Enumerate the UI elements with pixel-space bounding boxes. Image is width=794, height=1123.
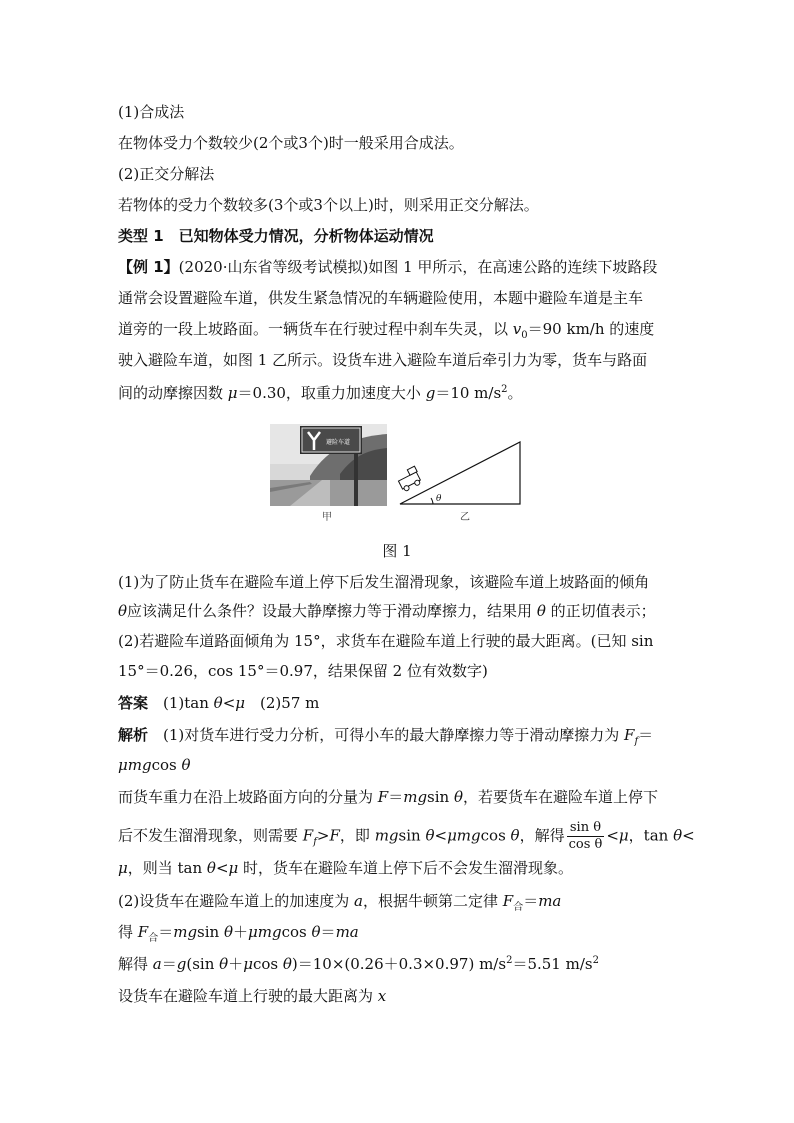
solution-line-3 bbox=[118, 787, 658, 807]
var-theta: θ bbox=[213, 694, 223, 712]
text-span: sin bbox=[398, 826, 426, 845]
var-mg: mg bbox=[374, 826, 399, 845]
text-span: ＝90 km/h 的速度 bbox=[527, 320, 655, 338]
sub-f: f bbox=[634, 736, 639, 747]
question-1-line-2 bbox=[118, 601, 656, 621]
incline-diagram bbox=[396, 442, 520, 504]
var-F: F bbox=[137, 923, 149, 941]
text-span: sin bbox=[197, 923, 224, 941]
var-mumg: μmg bbox=[118, 756, 152, 774]
text-span: cos bbox=[480, 826, 511, 845]
text-span: cos bbox=[252, 955, 283, 973]
text-span: (2)设货车在避险车道上的加速度为 bbox=[118, 892, 355, 910]
section-heading-type1: 类型 1 已知物体受力情况，分析物体运动情况 bbox=[118, 227, 434, 245]
var-F: F bbox=[502, 892, 514, 910]
var-theta: θ bbox=[219, 955, 229, 973]
var-F: F bbox=[302, 826, 314, 845]
text-span: ＝ bbox=[161, 955, 177, 973]
text-span: cos bbox=[281, 923, 312, 941]
text-span: ＝ bbox=[158, 923, 174, 941]
sub-he: 合 bbox=[513, 902, 524, 913]
text-span: ，根据牛顿第二定律 bbox=[362, 892, 503, 910]
text-span: < bbox=[434, 826, 448, 845]
var-mumg: μmg bbox=[248, 923, 282, 941]
text-span: ＝ bbox=[320, 923, 336, 941]
var-ma: ma bbox=[538, 892, 562, 910]
text-span: ＋ bbox=[228, 955, 244, 973]
text-span: ＝5.51 m/s bbox=[512, 955, 593, 973]
text-span: < bbox=[606, 826, 619, 845]
var-mu: μ bbox=[227, 384, 238, 402]
var-mg: mg bbox=[403, 788, 428, 806]
sub-f: f bbox=[313, 836, 317, 848]
question-1-line-1: (1)为了防止货车在避险车道上停下后发生溜滑现象，该避险车道上坡路面的倾角 bbox=[118, 573, 650, 591]
example-line-4: 驶入避险车道，如图 1 乙所示。设货车进入避险车道后牵引力为零，货车与路面 bbox=[118, 351, 648, 369]
var-theta: θ bbox=[181, 756, 191, 774]
text-synthesis-usage: 在物体受力个数较少(2个或3个)时一般采用合成法。 bbox=[118, 134, 464, 152]
text-span: ，tan bbox=[628, 826, 674, 845]
var-theta: θ bbox=[453, 788, 464, 806]
text-span: ＝ bbox=[638, 726, 654, 744]
example-text: (2020·山东省等级考试模拟)如图 1 甲所示，在高速公路的连续下坡路段 bbox=[178, 258, 658, 276]
var-F: F bbox=[377, 788, 389, 806]
solution-line-1 bbox=[118, 725, 653, 745]
text-span: ，解得 bbox=[519, 826, 565, 845]
solution-line-7 bbox=[118, 922, 359, 942]
var-mu: μ bbox=[235, 694, 246, 712]
question-2-line-2: 15°＝0.26，cos 15°＝0.97，结果保留 2 位有效数字) bbox=[118, 662, 488, 680]
solution-line-9 bbox=[118, 986, 386, 1006]
var-theta: θ bbox=[282, 955, 292, 973]
figure-caption: 图 1 bbox=[382, 542, 412, 560]
text-span: < bbox=[222, 694, 236, 712]
fraction-denominator: cos θ bbox=[568, 837, 603, 852]
sub-0: 0 bbox=[521, 330, 528, 341]
text-span: ，若要货车在避险车道上停下 bbox=[463, 788, 659, 806]
text-orthogonal-usage: 若物体的受力个数较多(3个或3个以上)时，则采用正交分解法。 bbox=[118, 196, 539, 214]
text-span: < bbox=[215, 859, 229, 877]
var-g: g bbox=[176, 955, 187, 973]
sup-2: 2 bbox=[592, 955, 599, 966]
solution-line-2 bbox=[118, 755, 191, 775]
solution-line-4 bbox=[118, 820, 695, 853]
var-theta: θ bbox=[311, 923, 321, 941]
solution-line-5 bbox=[118, 858, 573, 878]
var-theta: θ bbox=[536, 602, 546, 620]
text-span: 的正切值表示； bbox=[545, 602, 656, 620]
sup-2: 2 bbox=[501, 384, 508, 395]
solution-tag: 解析 bbox=[118, 726, 149, 744]
var-x: x bbox=[377, 987, 387, 1005]
var-mg: mg bbox=[173, 923, 198, 941]
var-a: a bbox=[152, 955, 162, 973]
var-mu: μ bbox=[243, 955, 253, 973]
var-theta: θ bbox=[118, 602, 128, 620]
var-F: F bbox=[329, 826, 340, 845]
text-span: > bbox=[316, 826, 330, 845]
text-span: 而货车重力在沿上坡路面方向的分量为 bbox=[118, 788, 378, 806]
heading-synthesis-method: (1)合成法 bbox=[118, 103, 185, 121]
text-span: 解得 bbox=[118, 955, 153, 973]
text-span: < bbox=[682, 826, 695, 845]
text-span: 间的动摩擦因数 bbox=[118, 384, 228, 402]
example-line-3 bbox=[118, 319, 654, 339]
photo-escape-lane bbox=[270, 424, 387, 506]
sup-2: 2 bbox=[506, 955, 513, 966]
text-span: ＋ bbox=[233, 923, 249, 941]
text-span: ＝10 m/s bbox=[435, 384, 502, 402]
question-2-line-1: (2)若避险车道路面倾角为 15°，求货车在避险车道上行驶的最大距离。(已知 sin bbox=[118, 632, 654, 650]
example-line-5 bbox=[118, 383, 523, 403]
solution-line-8 bbox=[118, 954, 599, 974]
figure-1 bbox=[270, 424, 530, 530]
truck-icon bbox=[396, 466, 423, 492]
solution-line-6 bbox=[118, 891, 561, 911]
text-span: ，则当 tan bbox=[127, 859, 207, 877]
text-span: 应该满足什么条件？设最大静摩擦力等于滑动摩擦力，结果用 bbox=[127, 602, 537, 620]
var-g: g bbox=[425, 384, 436, 402]
figure-label-left: 甲 bbox=[322, 512, 332, 523]
example-line-2: 通常会设置避险车道，供发生紧急情况的车辆避险使用，本题中避险车道是主车 bbox=[118, 289, 644, 307]
text-span: ＝0.30，取重力加速度大小 bbox=[237, 384, 426, 402]
var-mumg: μmg bbox=[447, 826, 481, 845]
var-mu: μ bbox=[618, 826, 629, 845]
var-v: v bbox=[512, 320, 522, 338]
var-theta: θ bbox=[510, 826, 520, 845]
var-ma: ma bbox=[335, 923, 359, 941]
fraction-numerator: sin θ bbox=[567, 820, 605, 837]
example-tag: 【例 1】 bbox=[118, 258, 179, 276]
text-span: sin bbox=[427, 788, 454, 806]
text-span: (1)对货车进行受力分析，可得小车的最大静摩擦力等于滑动摩擦力为 bbox=[148, 726, 625, 744]
angle-label: θ bbox=[436, 494, 442, 504]
var-a: a bbox=[354, 892, 363, 910]
answer-tag: 答案 bbox=[118, 694, 149, 712]
text-span: ＝ bbox=[523, 892, 539, 910]
sub-he: 合 bbox=[148, 933, 159, 944]
text-span: ，即 bbox=[339, 826, 375, 845]
text-span: (1)tan bbox=[148, 694, 214, 712]
var-mu: μ bbox=[118, 859, 128, 877]
var-F: F bbox=[624, 726, 635, 744]
text-span: 得 bbox=[118, 923, 138, 941]
text-span: ＝ bbox=[388, 788, 404, 806]
var-theta: θ bbox=[425, 826, 435, 845]
text-span: 设货车在避险车道上行驶的最大距离为 bbox=[118, 987, 378, 1005]
text-span: 时，货车在避险车道上停下后不会发生溜滑现象。 bbox=[238, 859, 574, 877]
text-span: cos bbox=[151, 756, 182, 774]
text-span: 道旁的一段上坡路面。一辆货车在行驶过程中刹车失灵，以 bbox=[118, 320, 513, 338]
figure-label-right: 乙 bbox=[460, 512, 470, 523]
text-span: (2)57 m bbox=[245, 694, 320, 712]
text-span: 后不发生溜滑现象，则需要 bbox=[118, 826, 303, 845]
example-line-1 bbox=[118, 257, 657, 277]
var-theta: θ bbox=[206, 859, 216, 877]
fraction-sin-cos bbox=[567, 820, 605, 853]
text-span: )＝10×(0.26＋0.3×0.97) m/s bbox=[291, 955, 507, 973]
text-span: (sin bbox=[186, 955, 220, 973]
var-theta: θ bbox=[673, 826, 683, 845]
var-mu: μ bbox=[228, 859, 239, 877]
answer-line bbox=[118, 693, 319, 713]
text-span: 。 bbox=[507, 384, 523, 402]
var-theta: θ bbox=[223, 923, 234, 941]
heading-orthogonal-method: (2)正交分解法 bbox=[118, 165, 215, 183]
sign-text: 避险车道 bbox=[326, 439, 351, 446]
